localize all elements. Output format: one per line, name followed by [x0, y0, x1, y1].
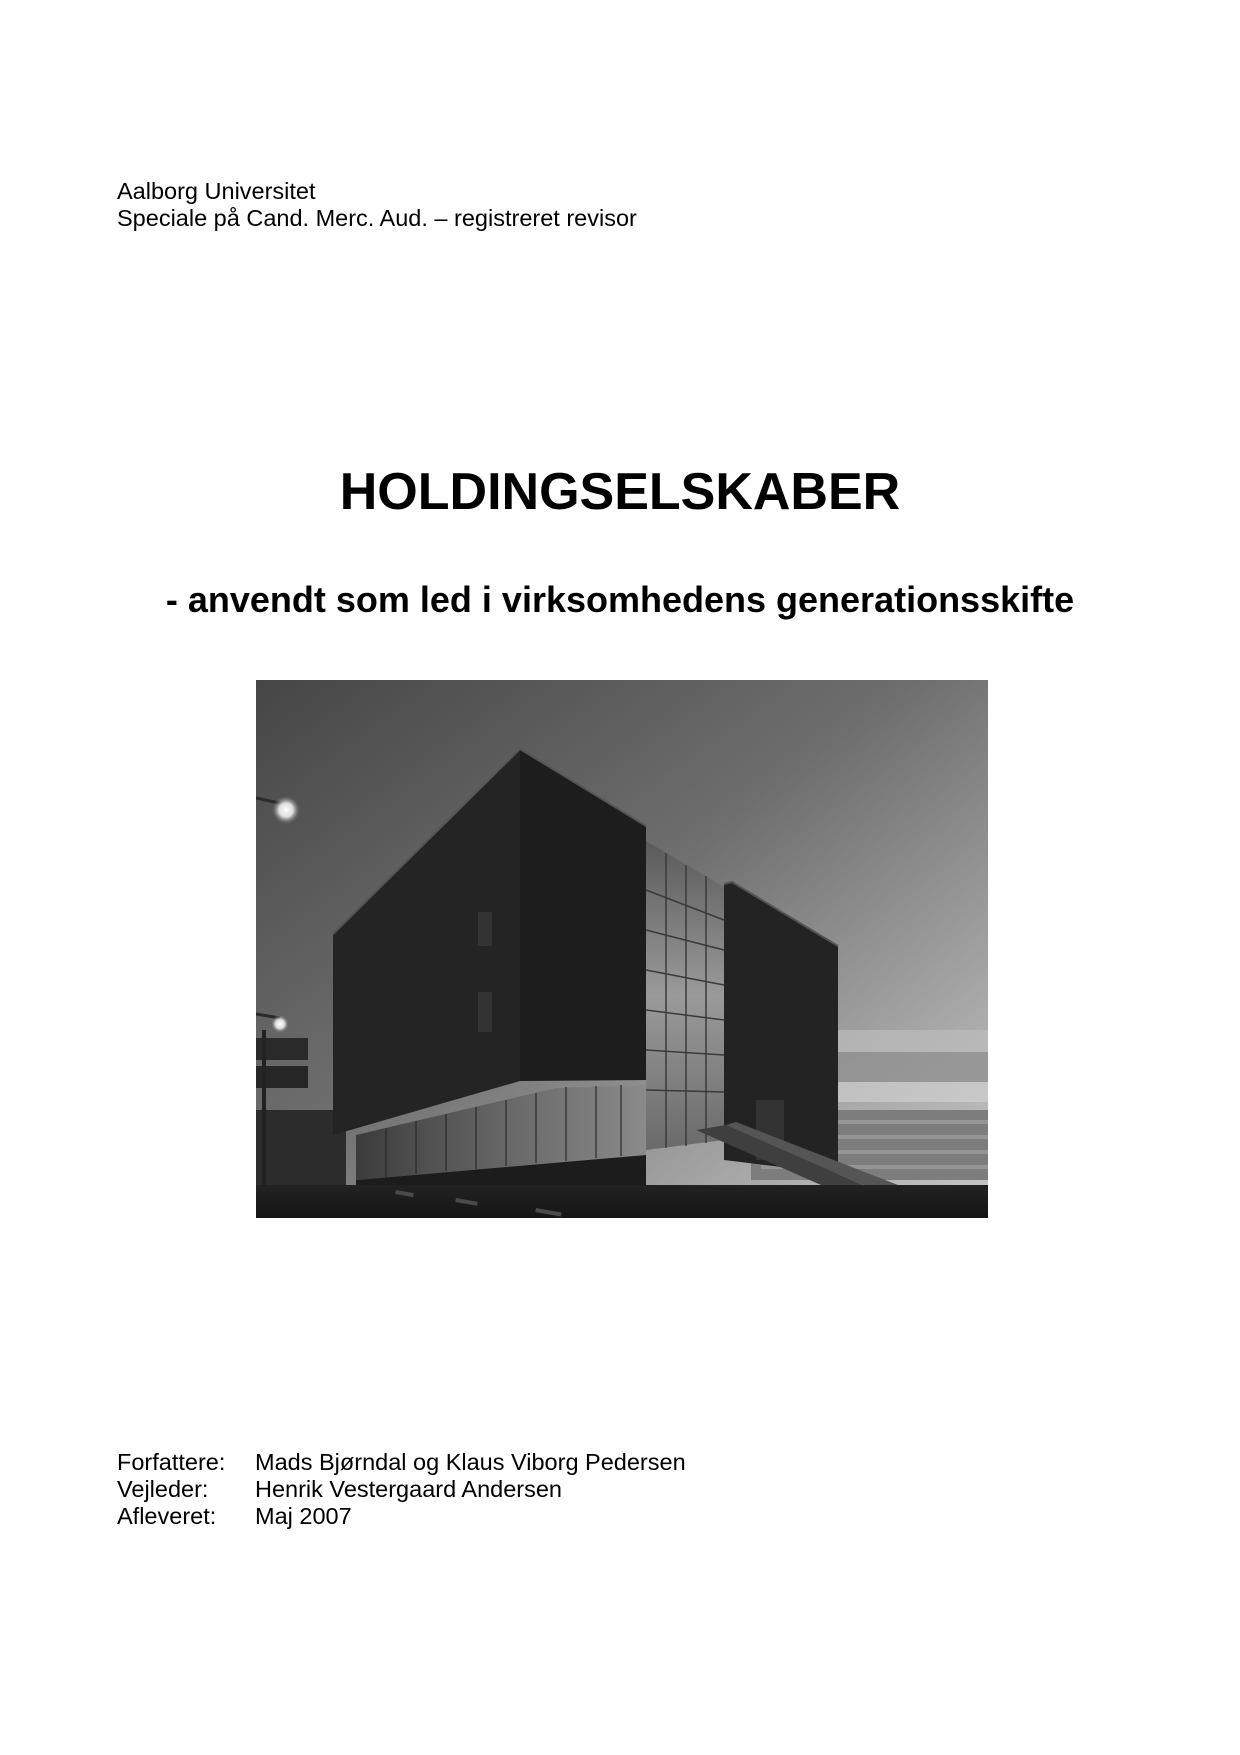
- supervisor-label: Vejleder:: [117, 1476, 209, 1502]
- meta-row-supervisor: [117, 1476, 686, 1503]
- authors-label: Forfattere:: [117, 1449, 226, 1475]
- building-photo-illustration: [256, 680, 988, 1218]
- meta-table: [117, 1449, 686, 1530]
- meta-row-authors: [117, 1449, 686, 1476]
- submitted-label: Afleveret:: [117, 1503, 217, 1529]
- authors-value: Mads Bjørndal og Klaus Viborg Pedersen: [255, 1449, 686, 1475]
- meta-row-submitted: [117, 1503, 686, 1530]
- supervisor-value: Henrik Vestergaard Andersen: [255, 1476, 562, 1502]
- document-title: HOLDINGSELSKABER: [339, 463, 901, 521]
- program-name: Speciale på Cand. Merc. Aud. – registreret revisor: [117, 205, 637, 231]
- document-subtitle: - anvendt som led i virksomhedens generationsskifte: [165, 579, 1075, 620]
- cover-photo: [256, 680, 988, 1218]
- submitted-value: Maj 2007: [255, 1503, 352, 1529]
- institution-name: Aalborg Universitet: [117, 178, 316, 204]
- header-block: [117, 178, 637, 232]
